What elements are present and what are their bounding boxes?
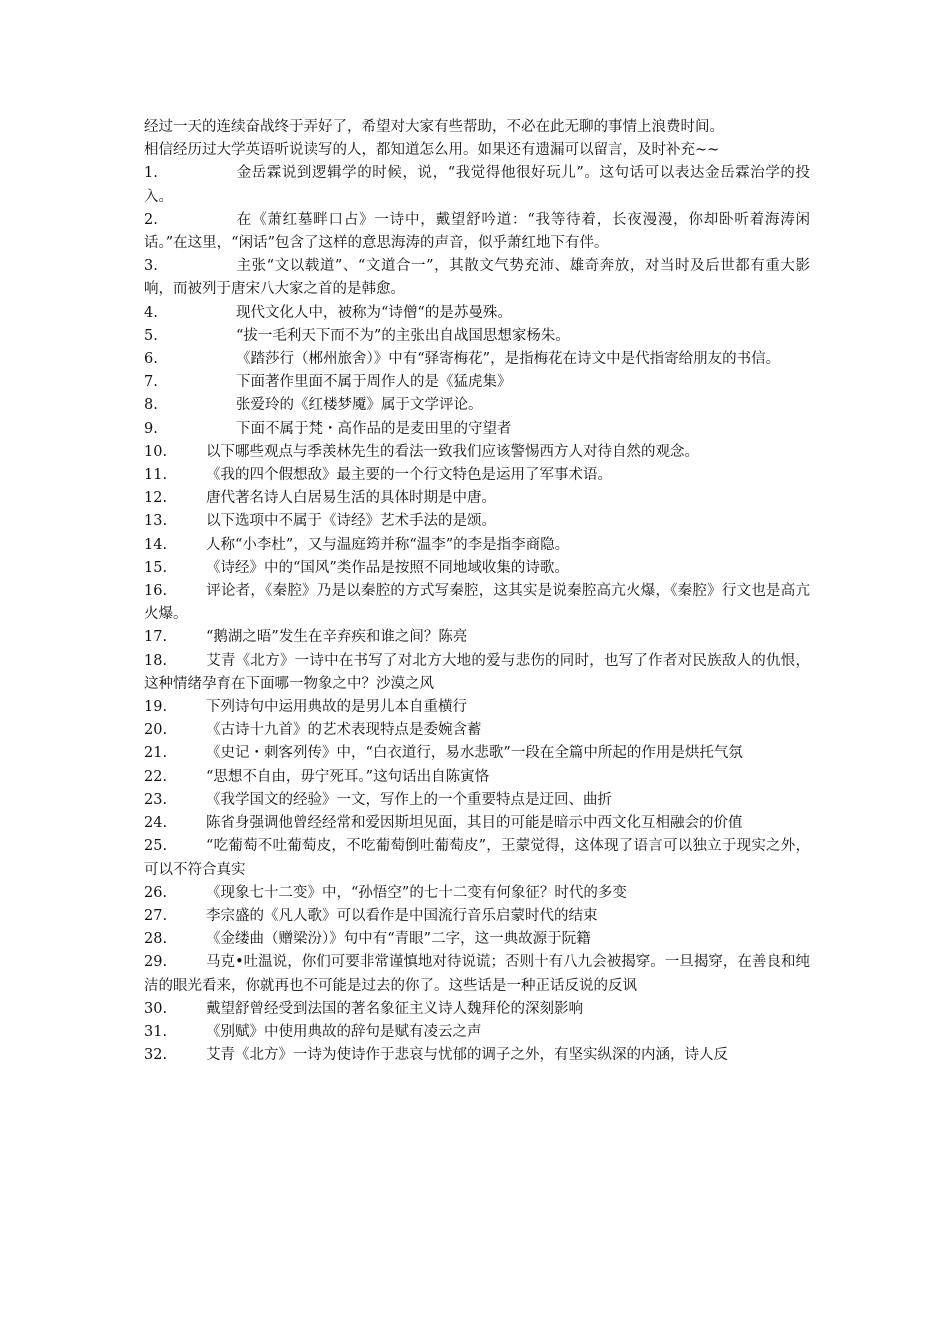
list-item xyxy=(144,928,810,951)
list-item xyxy=(144,418,810,441)
item-text: 金岳霖说到逻辑学的时候，说，“我觉得他很好玩儿”。这句话可以表达金岳霖治学的投入。 xyxy=(144,165,810,205)
question-list xyxy=(144,162,810,1067)
list-item xyxy=(144,789,810,812)
list-item xyxy=(144,812,810,835)
list-item xyxy=(144,719,810,742)
list-item xyxy=(144,325,810,348)
item-text: 下面著作里面不属于周作人的是《猛虎集》 xyxy=(236,374,512,391)
list-item xyxy=(144,557,810,580)
item-text: “吃葡萄不吐葡萄皮，不吃葡萄倒吐葡萄皮”，王蒙觉得，这体现了语言可以独立于现实之外，可以不符合真实 xyxy=(144,838,810,878)
item-number: 8. xyxy=(144,397,158,414)
item-number: 16. xyxy=(144,583,168,600)
item-text: 《现象七十二变》中，“孙悟空”的七十二变有何象征？时代的多变 xyxy=(206,884,627,901)
list-item xyxy=(144,464,810,487)
item-text: 《我的四个假想敌》最主要的一个行文特色是运用了军事术语。 xyxy=(206,467,612,484)
item-text: 《金缕曲（赠梁汾）》句中有“青眼”二字，这一典故源于阮籍 xyxy=(206,931,591,948)
list-item xyxy=(144,162,810,208)
list-item xyxy=(144,1044,810,1067)
list-item xyxy=(144,835,810,881)
item-number: 29. xyxy=(144,954,168,971)
list-item xyxy=(144,510,810,533)
item-number: 5. xyxy=(144,327,158,344)
item-text: 主张“文以载道”、“文道合一”，其散文气势充沛、雄奇奔放，对当时及后世都有重大影响，而被列于唐宋八大家之首的是韩愈。 xyxy=(144,258,810,298)
document-body xyxy=(144,116,810,1067)
item-number: 13. xyxy=(144,513,168,530)
item-text: 评论者，《秦腔》乃是以秦腔的方式写秦腔，这其实是说秦腔高亢火爆，《秦腔》行文也是高亢火爆。 xyxy=(144,583,810,623)
item-number: 23. xyxy=(144,791,168,808)
item-number: 11. xyxy=(144,467,168,484)
item-number: 31. xyxy=(144,1023,168,1040)
item-number: 1. xyxy=(144,165,158,182)
intro-line-2: 相信经历过大学英语听说读写的人，都知道怎么用。如果还有遗漏可以留言，及时补充~~ xyxy=(144,142,720,159)
item-text: 《古诗十九首》的艺术表现特点是委婉含蓄 xyxy=(206,722,482,739)
item-number: 18. xyxy=(144,652,168,669)
item-text: 戴望舒曾经受到法国的著名象征主义诗人魏拜伦的深刻影响 xyxy=(206,1000,583,1017)
item-number: 32. xyxy=(144,1047,168,1064)
item-text: 马克•吐温说，你们可要非常谨慎地对待说谎；否则十有八九会被揭穿。一旦揭穿，在善良和纯洁的眼光看来，你就再也不可能是过去的你了。这些话是一种正话反说的反讽 xyxy=(144,954,810,994)
item-number: 4. xyxy=(144,304,158,321)
list-item xyxy=(144,371,810,394)
item-text: 《别赋》中使用典故的辞句是赋有凌云之声 xyxy=(206,1023,482,1040)
item-number: 27. xyxy=(144,907,168,924)
item-text: 在《萧红墓畔口占》一诗中，戴望舒吟道：“我等待着，长夜漫漫，你却卧听着海涛闲话。”在这里，“闲话”包含了这样的意思海涛的声音，似乎萧红地下有伴。 xyxy=(144,211,810,252)
item-number: 9. xyxy=(144,420,158,437)
list-item xyxy=(144,742,810,765)
item-number: 25. xyxy=(144,838,168,855)
item-number: 20. xyxy=(144,722,168,739)
list-item xyxy=(144,348,810,371)
item-text: 下列诗句中运用典故的是男儿本自重横行 xyxy=(206,699,467,716)
item-number: 12. xyxy=(144,490,168,507)
item-text: 《我学国文的经验》一文，写作上的一个重要特点是迂回、曲折 xyxy=(206,791,612,808)
item-text: 现代文化人中，被称为“诗僧“的是苏曼殊。 xyxy=(236,304,512,321)
item-text: 陈省身强调他曾经经常和爱因斯坦见面，其目的可能是暗示中西文化互相融会的价值 xyxy=(206,815,743,832)
item-text: 艾青《北方》一诗中在书写了对北方大地的爱与悲伤的同时，也写了作者对民族敌人的仇恨，这种情绪孕育在下面哪一物象之中？沙漠之风 xyxy=(144,652,810,692)
item-text: 《史记・刺客列传》中，“白衣道行，易水悲歌”一段在全篇中所起的作用是烘托气氛 xyxy=(206,745,743,762)
item-number: 2. xyxy=(144,211,158,228)
item-number: 21. xyxy=(144,745,168,762)
item-text: 以下选项中不属于《诗经》艺术手法的是颂。 xyxy=(206,513,496,530)
item-text: “思想不自由，毋宁死耳。”这句话出自陈寅恪 xyxy=(206,768,490,785)
item-number: 19. xyxy=(144,699,168,716)
list-item xyxy=(144,626,810,649)
item-number: 10. xyxy=(144,443,168,460)
item-text: 唐代著名诗人白居易生活的具体时期是中唐。 xyxy=(206,490,496,507)
list-item xyxy=(144,998,810,1021)
item-number: 14. xyxy=(144,536,168,553)
item-number: 17. xyxy=(144,629,168,646)
list-item xyxy=(144,766,810,789)
item-number: 7. xyxy=(144,374,158,391)
list-item xyxy=(144,905,810,928)
list-item xyxy=(144,882,810,905)
item-number: 30. xyxy=(144,1000,168,1017)
item-text: 艾青《北方》一诗为使诗作于悲哀与忧郁的调子之外，有坚实纵深的内涵，诗人反 xyxy=(206,1047,728,1064)
item-text: 李宗盛的《凡人歌》可以看作是中国流行音乐启蒙时代的结束 xyxy=(206,907,598,924)
list-item xyxy=(144,534,810,557)
intro-line-1: 经过一天的连续奋战终于弄好了，希望对大家有些帮助，不必在此无聊的事情上浪费时间。 xyxy=(144,119,724,135)
list-item xyxy=(144,394,810,417)
item-number: 3. xyxy=(144,258,158,275)
item-text: 《诗经》中的“国风”类作品是按照不同地域收集的诗歌。 xyxy=(206,559,569,576)
item-text: 以下哪些观点与季羡林先生的看法一致我们应该警惕西方人对待自然的观念。 xyxy=(206,443,699,460)
item-number: 24. xyxy=(144,815,168,832)
item-text: 人称“小李杜”，又与温庭筠并称“温李”的李是指李商隐。 xyxy=(206,536,570,553)
item-text: 《踏莎行（郴州旅舍）》中有“驿寄梅花”，是指梅花在诗文中是代指寄给朋友的书信。 xyxy=(236,351,781,368)
list-item xyxy=(144,580,810,626)
list-item xyxy=(144,951,810,997)
item-text: “拔一毛利天下而不为”的主张出自战国思想家杨朱。 xyxy=(236,327,570,344)
item-number: 6. xyxy=(144,351,158,368)
item-number: 15. xyxy=(144,559,168,576)
item-text: “鹅湖之晤”发生在辛弃疾和谁之间？陈亮 xyxy=(206,629,468,646)
list-item xyxy=(144,255,810,301)
list-item xyxy=(144,487,810,510)
item-text: 张爱玲的《红楼梦魇》属于文学评论。 xyxy=(236,397,483,414)
list-item xyxy=(144,650,810,696)
item-text: 下面不属于梵・高作品的是麦田里的守望者 xyxy=(236,420,512,437)
list-item xyxy=(144,1021,810,1044)
list-item xyxy=(144,209,810,255)
list-item xyxy=(144,696,810,719)
item-number: 26. xyxy=(144,884,168,901)
item-number: 28. xyxy=(144,931,168,948)
list-item xyxy=(144,441,810,464)
item-number: 22. xyxy=(144,768,168,785)
list-item xyxy=(144,302,810,325)
